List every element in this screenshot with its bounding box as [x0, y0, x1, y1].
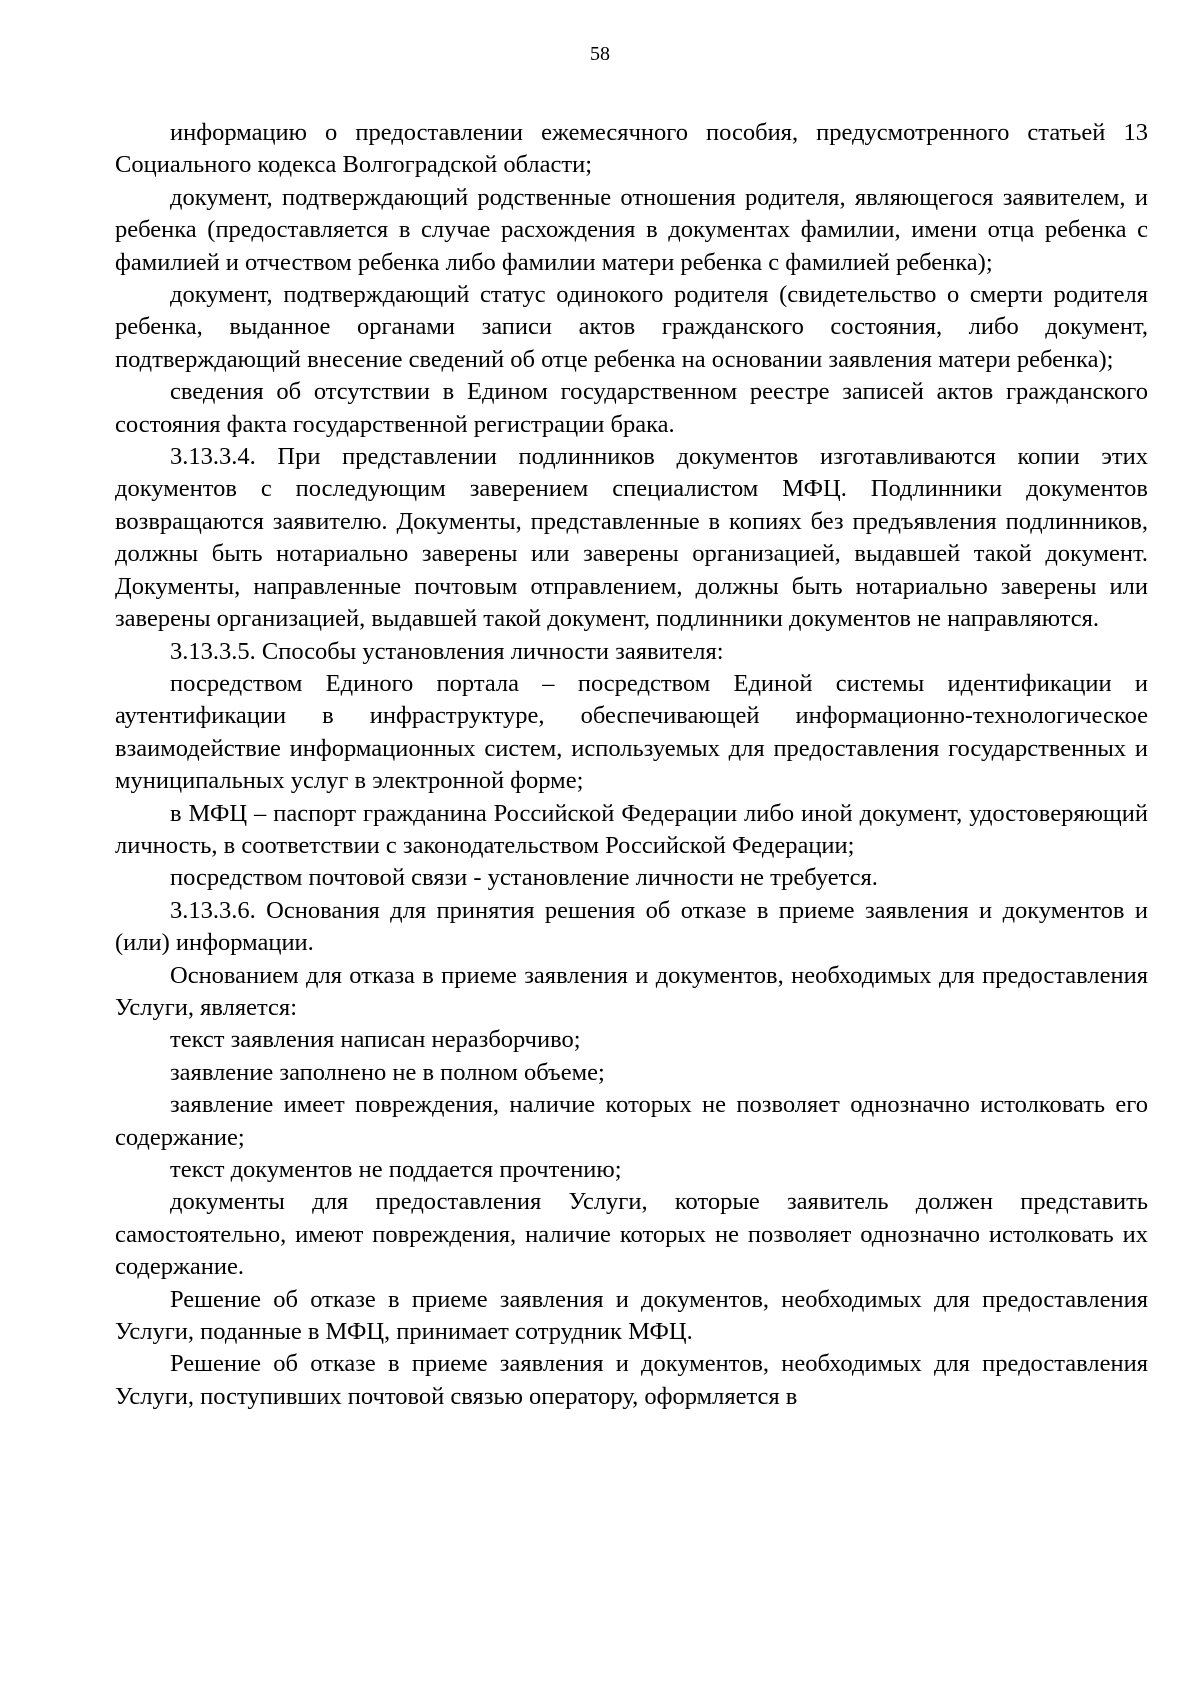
- paragraph-4: сведения об отсутствии в Едином государственном реестре записей актов гражданского состояния факта государственной регистрации брака.: [115, 378, 1148, 438]
- paragraph-9: посредством почтовой связи - установление личности не требуется.: [170, 864, 878, 892]
- paragraph-13: заявление заполнено не в полном объеме;: [170, 1058, 605, 1086]
- paragraph-18: Решение об отказе в приеме заявления и документов, необходимых для предоставления Услуги, поступивших почтовой связью оператору, оформляется в: [115, 1350, 1148, 1410]
- paragraph-5: 3.13.3.4. При представлении подлинников документов изготавливаются копии этих документов с последующим заверением специалистом МФЦ. Подлинники документов возвращаются заявителю. Документы, представленные в копиях без предъявления подлинников, должны быть нотариально заверены или заверены организацией, выдавшей такой документ. Документы, направленные почтовым отправлением, должны быть нотариально заверены или заверены организацией, выдавшей такой документ, подлинники документов не направляются.: [115, 443, 1148, 633]
- paragraph-7: посредством Единого портала – посредством Единой системы идентификации и аутентификации в инфраструктуре, обеспечивающей информационно-технологическое взаимодействие информационных систем, используемых для предоставления государственных и муниципальных услуг в электронной форме;: [115, 669, 1148, 795]
- paragraph-11: Основанием для отказа в приеме заявления и документов, необходимых для предоставления Услуги, является:: [115, 961, 1148, 1021]
- paragraph-14: заявление имеет повреждения, наличие которых не позволяет однозначно истолковать его содержание;: [115, 1091, 1148, 1151]
- paragraph-8: в МФЦ – паспорт гражданина Российской Федерации либо иной документ, удостоверяющий личность, в соответствии с законодательством Российской Федерации;: [115, 799, 1148, 859]
- document-body: [115, 117, 1148, 1413]
- paragraph-16: документы для предоставления Услуги, которые заявитель должен представить самостоятельно, имеют повреждения, наличие которых не позволяет однозначно истолковать их содержание.: [115, 1188, 1148, 1281]
- page-number: 58: [590, 43, 610, 65]
- paragraph-12: текст заявления написан неразборчиво;: [170, 1026, 581, 1054]
- paragraph-17: Решение об отказе в приеме заявления и документов, необходимых для предоставления Услуги, поданные в МФЦ, принимает сотрудник МФЦ.: [115, 1285, 1148, 1346]
- paragraph-3: документ, подтверждающий статус одинокого родителя (свидетельство о смерти родителя ребенка, выданное органами записи актов гражданского состояния, либо документ, подтверждающий внесение сведений об отце ребенка на основании заявления матери ребенка);: [115, 281, 1148, 373]
- paragraph-1: информацию о предоставлении ежемесячного пособия, предусмотренного статьей 13 Социального кодекса Волгоградской области;: [115, 119, 1148, 179]
- paragraph-2: документ, подтверждающий родственные отношения родителя, являющегося заявителем, и ребенка (предоставляется в случае расхождения в документах фамилии, имени отца ребенка с фамилией и отчеством ребенка либо фамилии матери ребенка с фамилией ребенка);: [115, 183, 1148, 276]
- paragraph-15: текст документов не поддается прочтению;: [170, 1156, 622, 1183]
- paragraph-10: 3.13.3.6. Основания для принятия решения об отказе в приеме заявления и документов и (или) информации.: [115, 896, 1148, 957]
- paragraph-6: 3.13.3.5. Способы установления личности заявителя:: [170, 637, 724, 665]
